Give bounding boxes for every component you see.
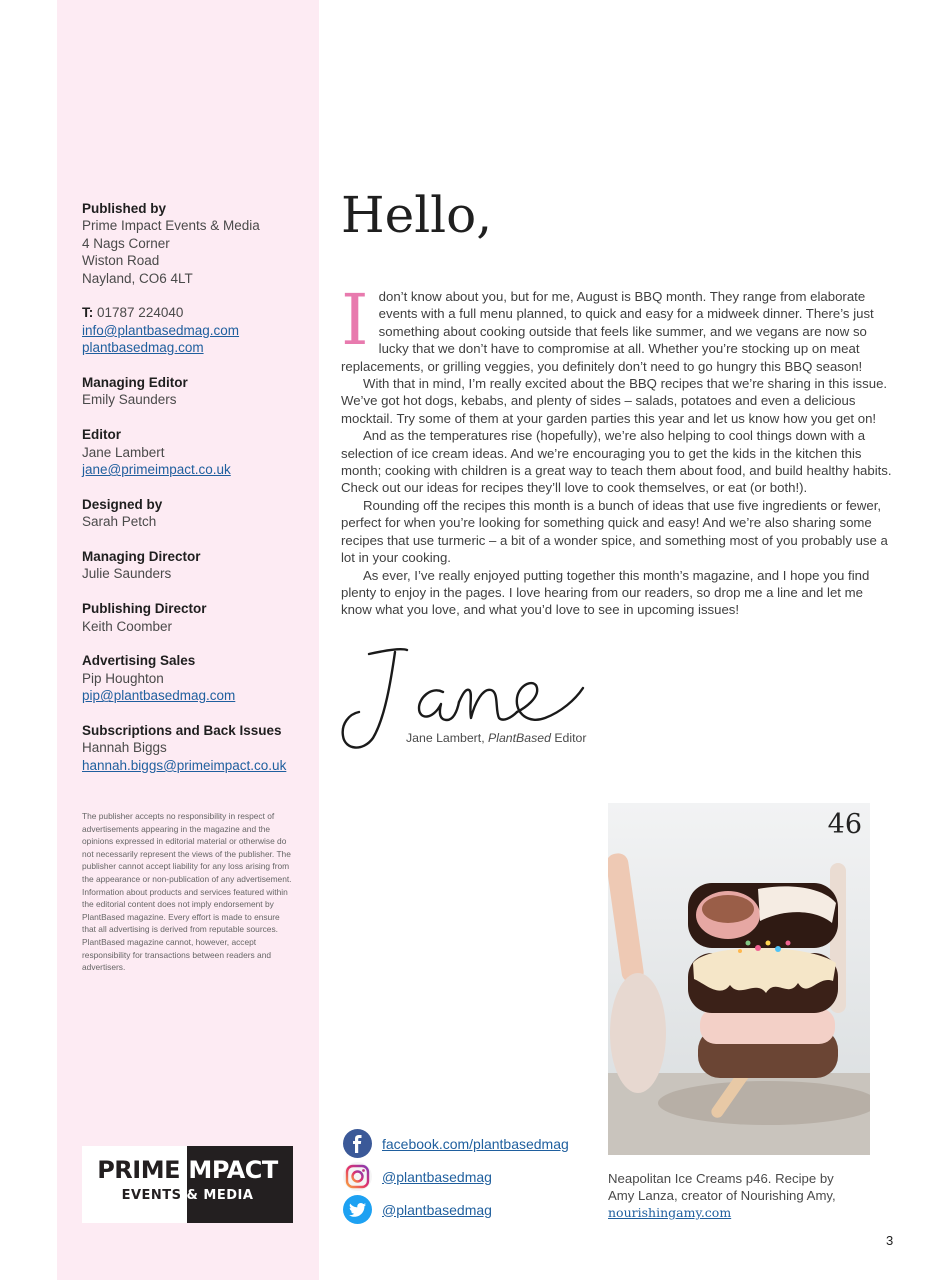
letter-paragraph: And as the temperatures rise (hopefully), we’re also helping to cool things down with a selection of ice cream ideas. And we’re encouraging you to get the kids in the kitchen this month; cooking with children is a great way to teach them about food, and build healthy habits. Check out our ideas for recipes they’ll love to cook themselves, or eat (or both!). (341, 428, 892, 496)
photo-page-number: 46 (827, 809, 862, 840)
editor-name: Jane Lambert (82, 444, 165, 460)
twitter-icon (343, 1195, 372, 1224)
website-link[interactable]: plantbasedmag.com (82, 340, 204, 356)
editor-email-link[interactable]: jane@primeimpact.co.uk (82, 462, 231, 478)
managing-director-label: Managing Director (82, 549, 201, 565)
advertising-email-link[interactable]: pip@plantbasedmag.com (82, 688, 236, 704)
instagram-link[interactable]: @plantbasedmag (382, 1168, 492, 1185)
letter-paragraph: With that in mind, I’m really excited about the BBQ recipes that we’re sharing in this issue. We’ve got hot dogs, kebabs, and plenty of sides – salads, potatoes and even a delicious mocktail. Try some of them at your garden parties this year and let us know how you get on! (341, 376, 888, 426)
published-label: Published by (82, 201, 167, 216)
twitter-row (343, 1193, 569, 1226)
letter-paragraph: As ever, I’ve really enjoyed putting together this month’s magazine, and I hope you find plenty to enjoy in the pages. I love hearing from our readers, so drop me a line and let me know what you love, and what you’d love to see in upcoming issues! (341, 567, 870, 618)
managing-director-name: Julie Saunders (82, 566, 172, 582)
designed-label: Designed by (82, 496, 163, 512)
ice-cream-photo-illustration (608, 803, 870, 1155)
social-links (343, 1127, 569, 1226)
twitter-link[interactable]: @plantbasedmag (382, 1201, 492, 1218)
phone-label: T: (82, 305, 94, 321)
publishing-director-label: Publishing Director (82, 601, 207, 617)
advertising-name: Pip Houghton (82, 670, 164, 686)
letter-paragraph: Rounding off the recipes this month is a bunch of ideas that use five ingredients or fewer, perfect for when you’re looking for something quick and easy! And we’re also sharing some recipes that use turmeric – a bit of a wonder spice, and something most of you probably use a lot in your cooking. (341, 497, 888, 566)
advertising-label: Advertising Sales (82, 653, 196, 669)
subscriptions-email-link[interactable]: hannah.biggs@primeimpact.co.uk (82, 757, 287, 773)
subscriptions-label: Subscriptions and Back Issues (82, 723, 282, 739)
editor-letter (341, 279, 893, 619)
letter-paragraph: Idon’t know about you, but for me, August is BBQ month. They range from elaborate events with a full menu planned, to quick and easy for a midweek dinner. There’s just something about cooking outside that feels like summer, and we vegans are now so lucky that we don’t have to compromise at all. Whether you’re stocking up on meat replacements, or grilling veggies, you definitely don’t need to go hungry this BBQ season! (341, 279, 874, 374)
facebook-link[interactable]: facebook.com/plantbasedmag (382, 1135, 569, 1152)
drop-cap: I (341, 279, 369, 361)
disclaimer: The publisher accepts no responsibility in respect of advertisements appearing in the magazine and the opinions expressed in editorial material or otherwise do not necessarily represent the views of the publisher. The publisher cannot accept liability for any loss arising from the appearance or non-publication of any advertisement. Information about products and services featured within the editorial content does not imply endorsement by PlantBased magazine. Every effort is made to ensure that all advertising is derived from reputable sources. PlantBased magazine cannot, however, accept responsibility for transactions between readers and advertisers. (82, 811, 292, 973)
phone-line (82, 304, 312, 321)
managing-editor-name: Emily Saunders (82, 392, 177, 408)
email-link[interactable]: info@plantbasedmag.com (82, 322, 240, 338)
publishing-director-name: Keith Coomber (82, 618, 173, 634)
address-line: 4 Nags Corner (82, 235, 170, 251)
instagram-icon (343, 1162, 372, 1191)
masthead (82, 200, 312, 792)
magazine-name: PlantBased (488, 731, 551, 745)
phone-number: 01787 224040 (97, 305, 184, 321)
publisher-name: Prime Impact Events & Media (82, 218, 260, 234)
editor-label: Editor (82, 427, 121, 443)
signature-caption: Jane Lambert, PlantBased Editor (406, 731, 587, 745)
nourishing-amy-link[interactable]: nourishingamy.com (608, 1205, 732, 1221)
facebook-row (343, 1127, 569, 1160)
instagram-row (343, 1160, 569, 1193)
subscriptions-name: Hannah Biggs (82, 740, 167, 756)
logo-wordmark: PRIMEIMPACT (97, 1156, 278, 1184)
designer-name: Sarah Petch (82, 514, 157, 530)
photo-caption: Neapolitan Ice Creams p46. Recipe by Amy Lanza, creator of Nourishing Amy, nourishingamy.com (608, 1171, 836, 1221)
page-number: 3 (886, 1233, 894, 1248)
facebook-icon (343, 1129, 372, 1158)
address-line: Wiston Road (82, 253, 160, 269)
greeting-heading: Hello, (341, 186, 493, 244)
managing-editor-label: Managing Editor (82, 375, 188, 391)
prime-impact-logo (82, 1146, 293, 1223)
address-line: Nayland, CO6 4LT (82, 270, 193, 286)
feature-photo (608, 803, 870, 1155)
logo-subline: EVENTS & MEDIA (121, 1188, 254, 1203)
